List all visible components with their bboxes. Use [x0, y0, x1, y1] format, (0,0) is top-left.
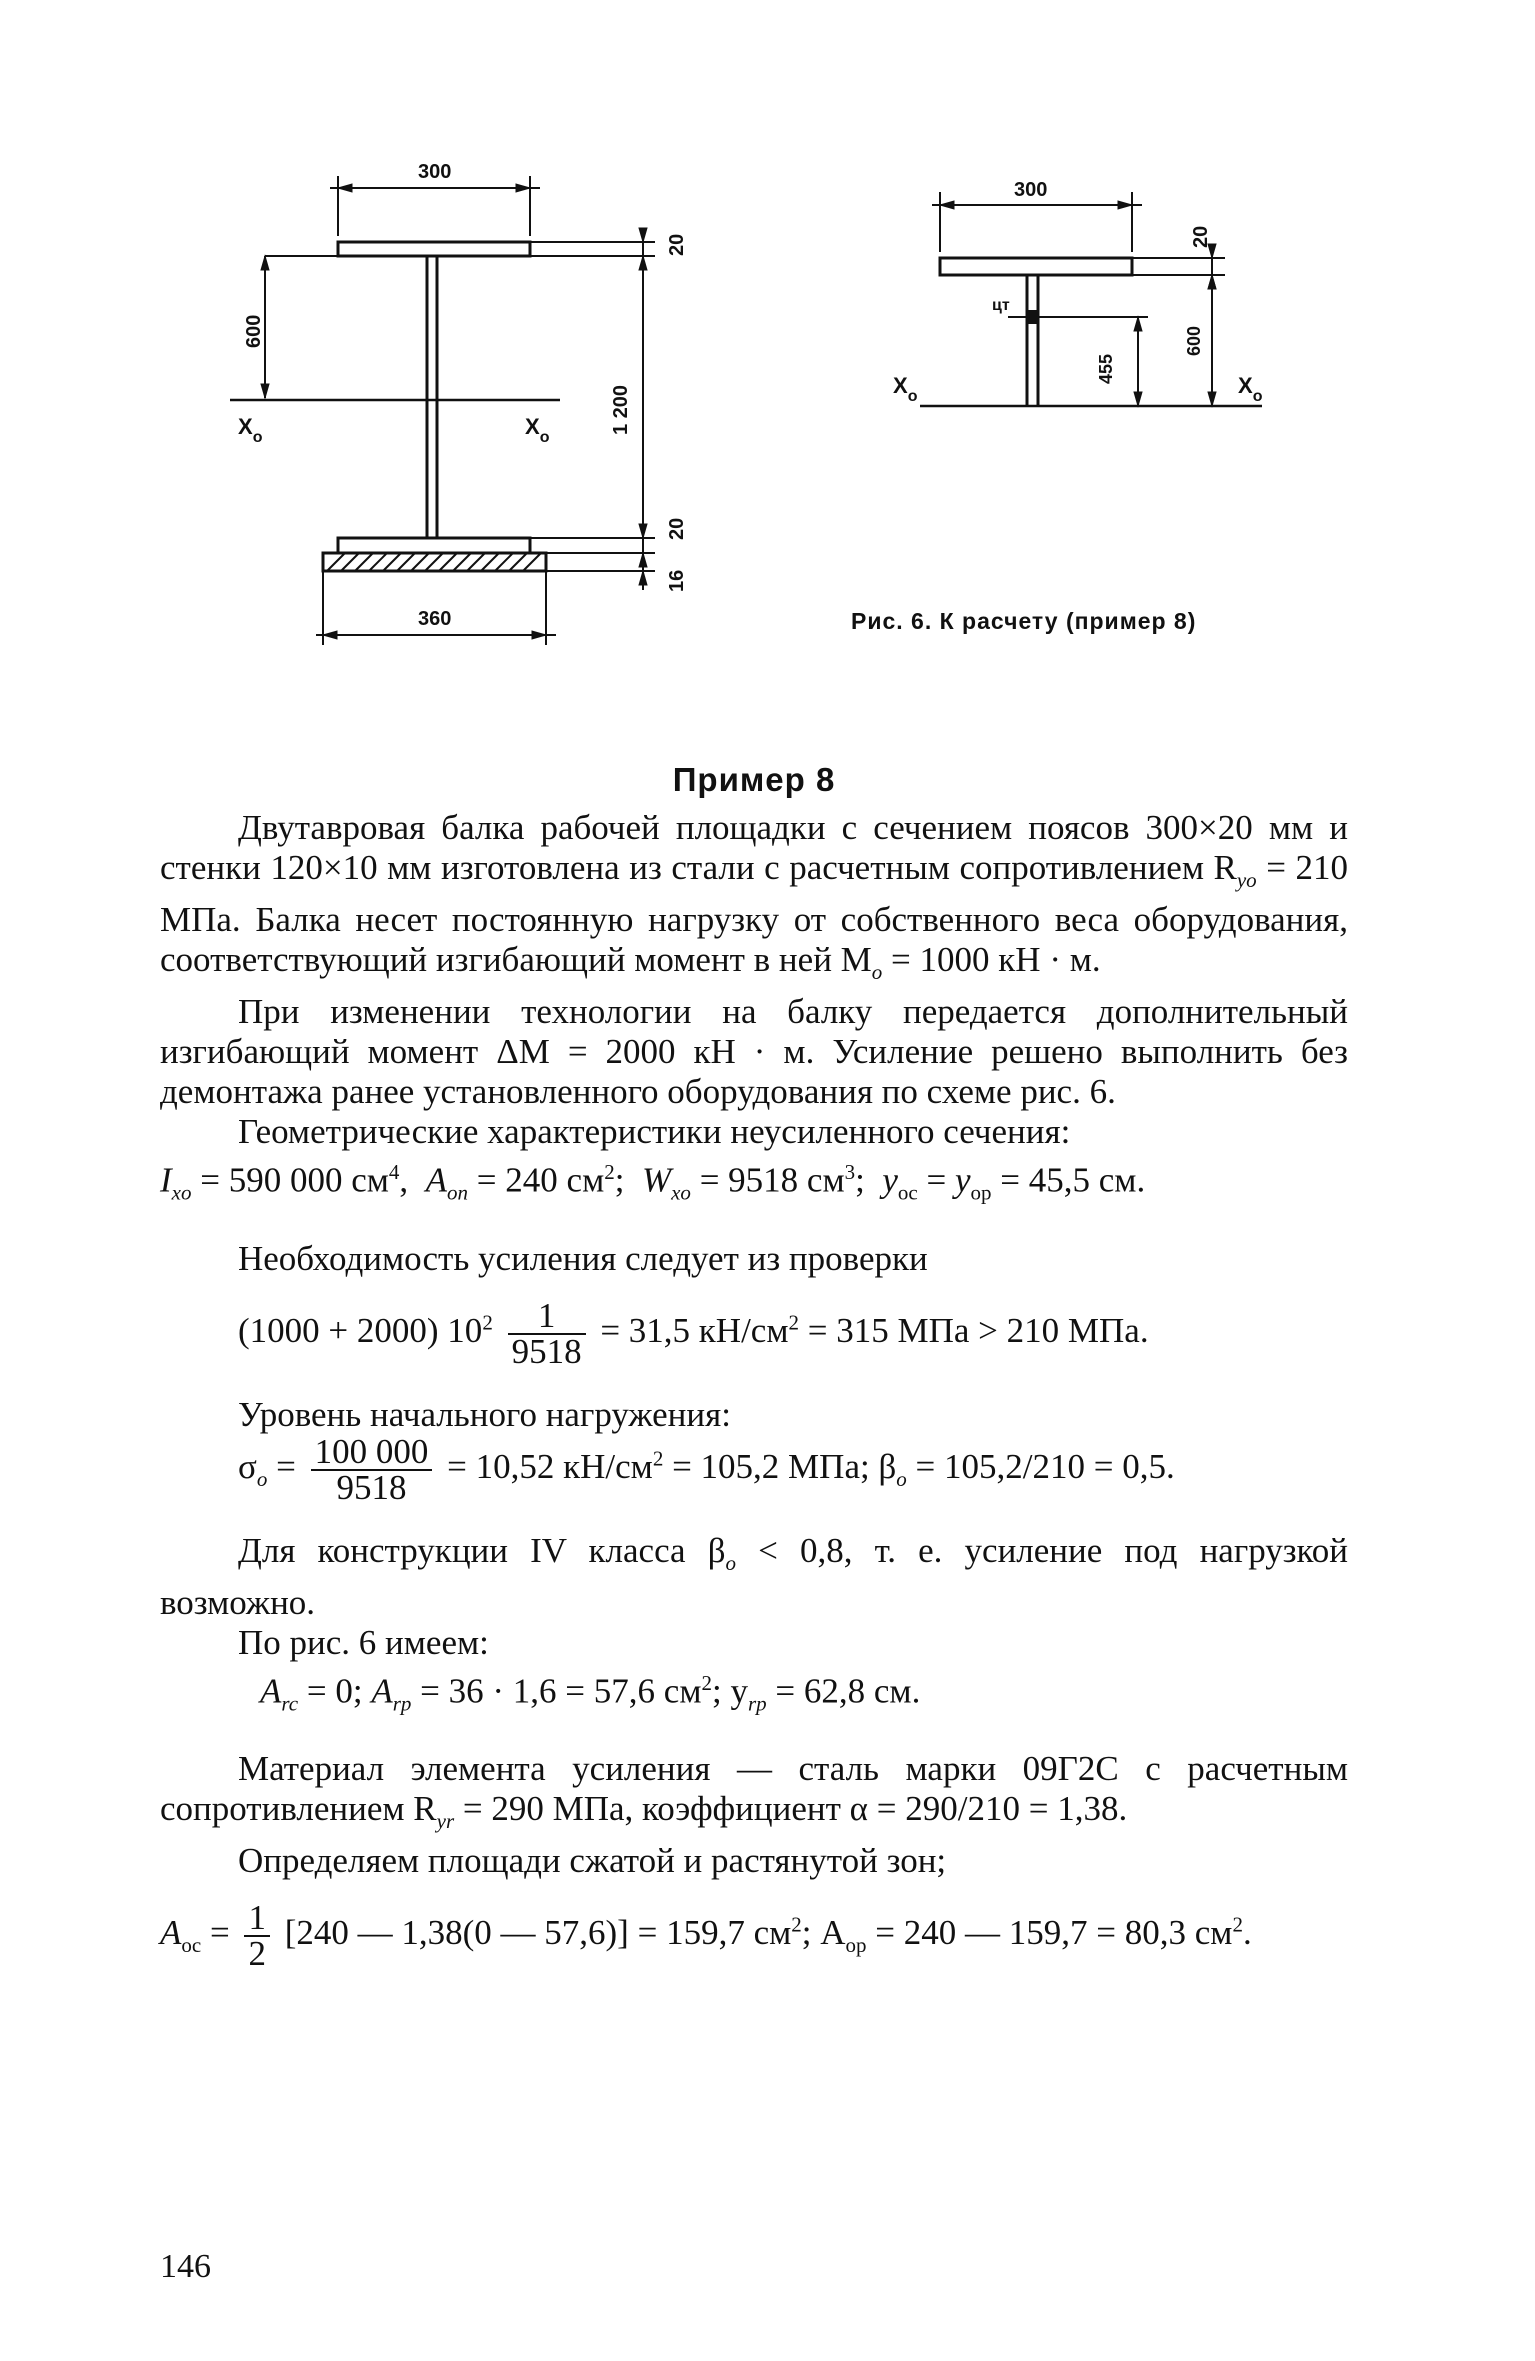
fig-a-axis-right: $X_o$ [525, 414, 550, 446]
fig-a-top-thick: 20 [666, 233, 688, 256]
formula-geometry: $I_{xo} = 590$ 000 $см^4$, $A_{on} = 240$ $см^2$; $W_{xo} = 9518$ $см^3$; $y_{oc} = y_{op} = 45,5$ см. [160, 1160, 1146, 1205]
figure-area [0, 0, 1535, 700]
fig-b-ct-label: цт [992, 297, 1010, 314]
sigma-fraction: $\frac{100 000}{9518}$ [311, 1435, 433, 1505]
formula-zones: $A_{oc}$ = $\frac{1}{2}$ [240 — 1,38(0 — 57,6)] = 159,7 $см^2$; $A_{op} = 240$ — 159,7 = 80,3 $см^2$. [160, 1898, 1252, 1974]
beam-figures [0, 0, 1535, 700]
fig-b-dim-455: 455 [1096, 353, 1116, 384]
paragraph-4: Необходимость усиления следует из проверки [238, 1238, 928, 1278]
example-title: Пример 8 [672, 761, 836, 798]
paragraph-8: Материал элемента усиления — сталь марки 09Г2С с расчетным сопротивлением $R_{yr} = 290$ МПа, коэффициент α = 290/210 = 1,38. [160, 1749, 1348, 1834]
fig-a-plate-width: 360 [418, 608, 452, 630]
figure-caption: Рис. 6. К расчету (пример 8) [851, 608, 1197, 634]
fig-a-half-height: 600 [243, 314, 265, 348]
fig-a-height: 1 200 [610, 384, 632, 435]
formula-check: (1000 + 2000) $10^2$ $\frac{1}{9518}$ = 31,5 $кН/см^2 = 315$ МПа > 210 МПа. [238, 1295, 1149, 1371]
fig-a-axis-left: $X_o$ [238, 414, 263, 446]
fig-b-top-thick: 20 [1190, 225, 1212, 248]
fig-a-top-width: 300 [418, 161, 452, 183]
formula-sigma: $\sigma_o$ = $\frac{100 000}{9518}$ = 10,52 $кН/см^2 = 105,2$ МПа; $\beta_o = 105,2/210 = 0,5$. [238, 1431, 1175, 1507]
paragraph-9: Определяем площади сжатой и растянутой зон; [238, 1841, 947, 1881]
page-number: 146 [160, 2248, 211, 2285]
fig-b-t-section [920, 192, 1262, 406]
paragraph-7: По рис. 6 имеем: [238, 1622, 489, 1662]
fig-b-dim-600: 600 [1184, 325, 1204, 356]
fig-b-axis-left: $X_o$ [893, 373, 918, 405]
fig-a-bottom-flange-thick: 20 [666, 517, 688, 540]
check-fraction: $\frac{1}{9518}$ [508, 1299, 586, 1369]
formula-areas: $A_{rc} = 0$; $A_{rp} = 36 \cdot 1,6 = 57,6$ $см^2$; $y_{rp} = 62,8$ см. [260, 1670, 921, 1716]
fig-a-i-beam [230, 176, 655, 645]
paragraph-6: Для конструкции IV класса $\beta_o < 0,8$, т. е. усиление под нагрузкой возможно. [160, 1530, 1349, 1622]
body-text [160, 760, 1349, 1974]
paragraph-2: При изменении технологии на балку передается дополнительный изгибающий момент ΔM = 2000 кН · м. Усиление решено выполнить без демонтажа ранее установленного оборудования по схеме рис. 6. [160, 992, 1348, 1111]
fig-a-plate-thick: 16 [666, 569, 688, 592]
paragraph-1: Двутавровая балка рабочей площадки с сечением поясов 300×20 мм и стенки 120×10 мм изготовлена из стали с расчетным сопротивлением $R_{yo} = 210$ МПа. Балка несет постоянную нагрузку от собственного веса оборудования, соответствующий изгибающий момент в ней $M_o = 1000$ кН · м. [160, 808, 1348, 984]
paragraph-3: Геометрические характеристики неусиленного сечения: [238, 1112, 1071, 1151]
paragraph-5: Уровень начального нагружения: [238, 1394, 731, 1434]
fig-b-axis-right: $X_o$ [1238, 373, 1263, 405]
fig-b-top-width: 300 [1014, 179, 1048, 201]
zones-fraction: $\frac{1}{2}$ [244, 1901, 270, 1971]
